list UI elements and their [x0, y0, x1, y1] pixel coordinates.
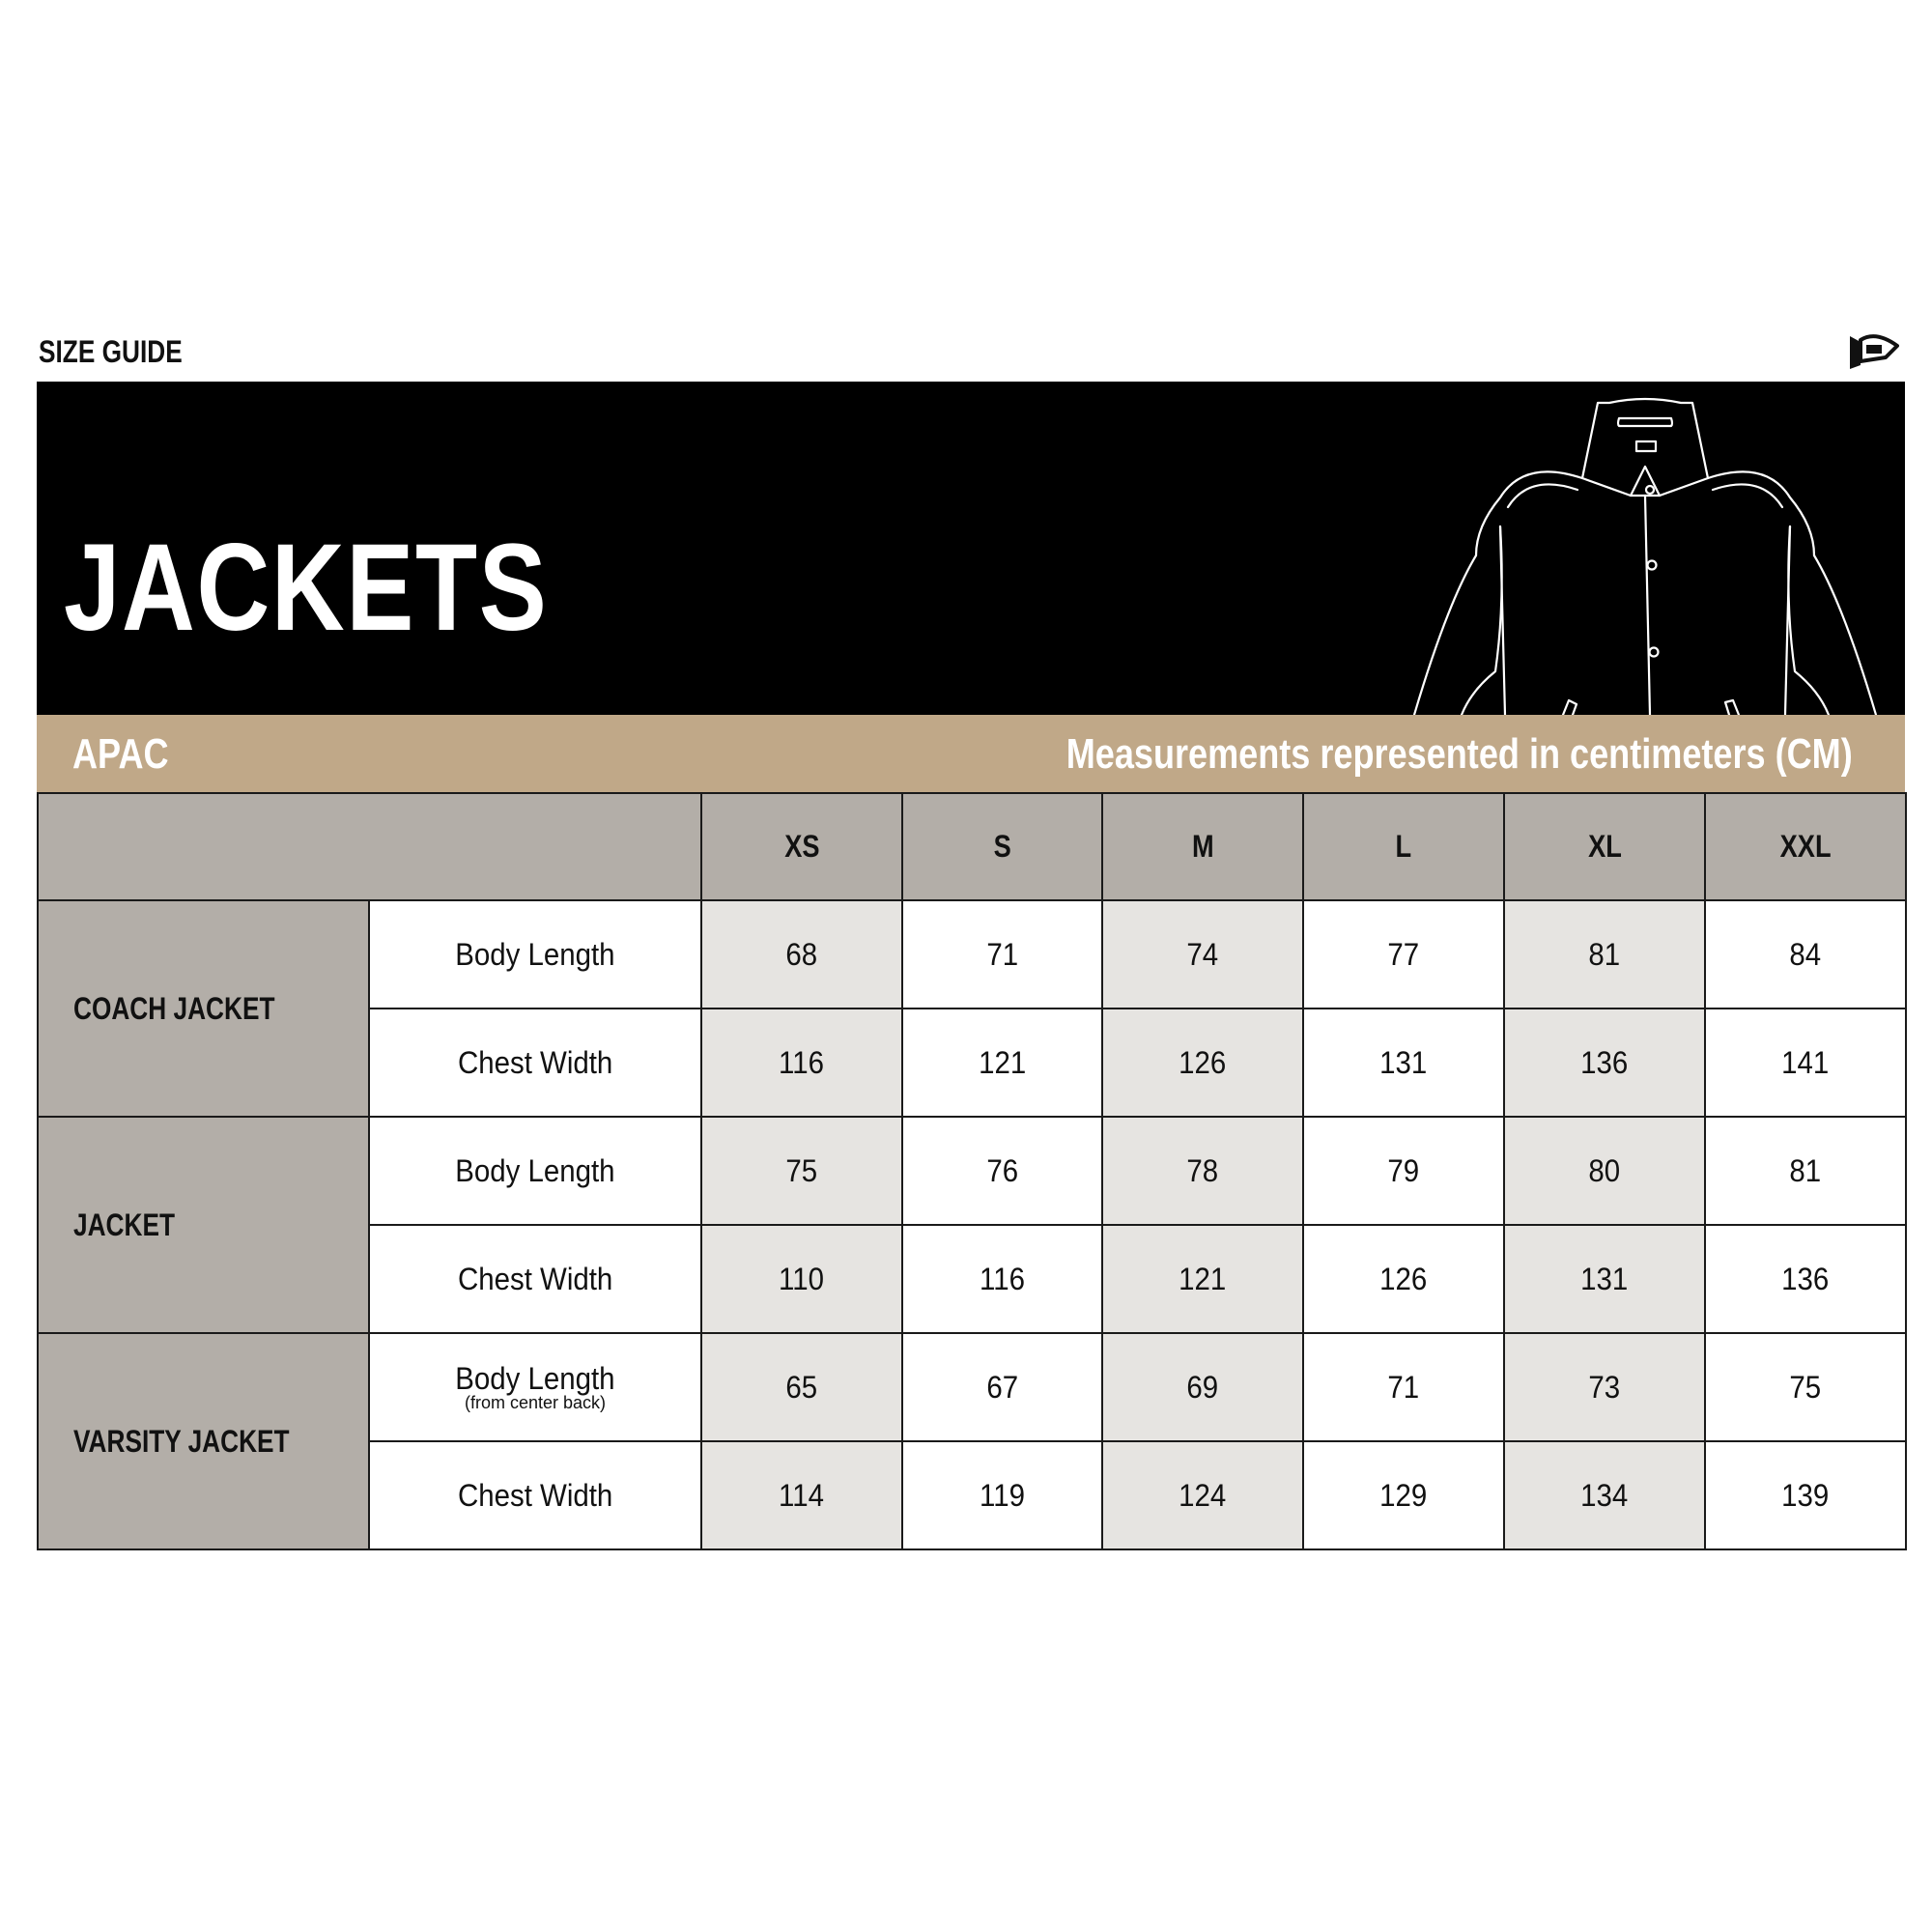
value-cell [1705, 900, 1906, 1009]
value-text: 136 [1580, 1044, 1629, 1080]
measurement-label: Body Length [455, 1361, 615, 1396]
size-header-label: XXL [1779, 829, 1832, 864]
value-text: 114 [779, 1477, 825, 1513]
size-header-label: L [1395, 829, 1412, 864]
size-guide-label: SIZE GUIDE [39, 334, 183, 369]
value-text: 121 [978, 1044, 1027, 1080]
value-text: 75 [785, 1152, 818, 1188]
value-cell [701, 1225, 902, 1333]
value-cell [1504, 1009, 1705, 1117]
product-group-name: JACKET [73, 1207, 175, 1242]
value-text: 71 [986, 936, 1018, 972]
value-cell [701, 1333, 902, 1441]
measurement-cell [369, 900, 701, 1009]
value-text: 124 [1179, 1477, 1227, 1513]
value-cell [902, 1333, 1102, 1441]
size-header-m [1102, 793, 1303, 900]
product-group-cell [38, 1333, 369, 1549]
value-text: 116 [980, 1261, 1025, 1296]
value-cell [1303, 1441, 1504, 1549]
value-text: 80 [1588, 1152, 1621, 1188]
units-note: Measurements represented in centimeters (CM) [1065, 730, 1853, 778]
table-header-row [38, 793, 1906, 900]
measurement-label: Body Length [455, 1152, 615, 1188]
value-cell [1303, 1225, 1504, 1333]
value-cell [701, 1117, 902, 1225]
measurement-cell [369, 1225, 701, 1333]
size-header-label: XL [1587, 829, 1622, 864]
value-cell [1303, 1333, 1504, 1441]
value-text: 126 [1179, 1044, 1227, 1080]
header-blank-cell [38, 793, 701, 900]
region-label: APAC [72, 730, 169, 778]
value-text: 84 [1789, 936, 1822, 972]
region-bar [37, 715, 1905, 792]
value-cell [1102, 1117, 1303, 1225]
value-cell [1705, 1333, 1906, 1441]
value-cell [1102, 1225, 1303, 1333]
table-row [38, 900, 1906, 1009]
value-cell [1504, 1117, 1705, 1225]
value-cell [902, 1441, 1102, 1549]
value-cell [701, 1009, 902, 1117]
value-text: 126 [1379, 1261, 1428, 1296]
size-header-label: S [993, 829, 1011, 864]
value-cell [1705, 1009, 1906, 1117]
table-row [38, 1117, 1906, 1225]
value-text: 67 [986, 1369, 1018, 1405]
value-cell [902, 1117, 1102, 1225]
value-text: 134 [1580, 1477, 1629, 1513]
value-text: 76 [986, 1152, 1018, 1188]
value-text: 79 [1387, 1152, 1420, 1188]
measurement-cell [369, 1117, 701, 1225]
product-group-cell [38, 1117, 369, 1333]
page-title: JACKETS [64, 519, 549, 657]
value-cell [1102, 1333, 1303, 1441]
size-header-s [902, 793, 1102, 900]
measurement-label: Chest Width [457, 1044, 613, 1080]
value-text: 81 [1588, 936, 1621, 972]
value-text: 129 [1379, 1477, 1428, 1513]
value-text: 78 [1186, 1152, 1219, 1188]
value-text: 119 [980, 1477, 1025, 1513]
value-text: 68 [785, 936, 818, 972]
value-cell [1504, 900, 1705, 1009]
title-banner [37, 382, 1905, 715]
value-cell [1303, 900, 1504, 1009]
value-cell [902, 900, 1102, 1009]
table-row [38, 1333, 1906, 1441]
value-cell [902, 1009, 1102, 1117]
value-text: 131 [1580, 1261, 1629, 1296]
product-group-name: COACH JACKET [73, 990, 275, 1026]
value-text: 71 [1387, 1369, 1420, 1405]
measurement-label: Chest Width [457, 1261, 613, 1296]
value-text: 139 [1781, 1477, 1830, 1513]
value-cell [1504, 1333, 1705, 1441]
brand-flag-logo-icon [1847, 332, 1899, 371]
value-text: 74 [1186, 936, 1219, 972]
value-cell [1504, 1225, 1705, 1333]
size-header-label: M [1191, 829, 1214, 864]
size-header-xxl [1705, 793, 1906, 900]
value-text: 73 [1588, 1369, 1621, 1405]
value-text: 75 [1789, 1369, 1822, 1405]
value-cell [1705, 1225, 1906, 1333]
value-cell [1102, 1009, 1303, 1117]
value-text: 116 [779, 1044, 825, 1080]
measurement-label: Body Length [455, 936, 615, 972]
value-text: 77 [1387, 936, 1420, 972]
jacket-outline-icon [1370, 382, 1905, 715]
value-cell [1102, 900, 1303, 1009]
value-text: 141 [1781, 1044, 1830, 1080]
value-cell [1102, 1441, 1303, 1549]
measurement-cell [369, 1441, 701, 1549]
value-text: 65 [785, 1369, 818, 1405]
size-header-xs [701, 793, 902, 900]
value-text: 110 [779, 1261, 825, 1296]
size-header-l [1303, 793, 1504, 900]
value-cell [701, 900, 902, 1009]
value-cell [902, 1225, 1102, 1333]
value-cell [1504, 1441, 1705, 1549]
value-text: 131 [1379, 1044, 1428, 1080]
value-text: 69 [1186, 1369, 1219, 1405]
value-text: 81 [1789, 1152, 1822, 1188]
measurement-label: Chest Width [457, 1477, 613, 1513]
product-group-name: VARSITY JACKET [73, 1423, 290, 1459]
value-cell [1705, 1441, 1906, 1549]
value-text: 136 [1781, 1261, 1830, 1296]
value-cell [1303, 1117, 1504, 1225]
size-header-label: XS [783, 829, 820, 864]
size-header-xl [1504, 793, 1705, 900]
value-cell [1705, 1117, 1906, 1225]
measurement-cell [369, 1009, 701, 1117]
size-table [37, 792, 1907, 1550]
measurement-note: (from center back) [464, 1393, 607, 1412]
value-cell [701, 1441, 902, 1549]
measurement-cell [369, 1333, 701, 1441]
value-cell [1303, 1009, 1504, 1117]
product-group-cell [38, 900, 369, 1117]
value-text: 121 [1179, 1261, 1227, 1296]
